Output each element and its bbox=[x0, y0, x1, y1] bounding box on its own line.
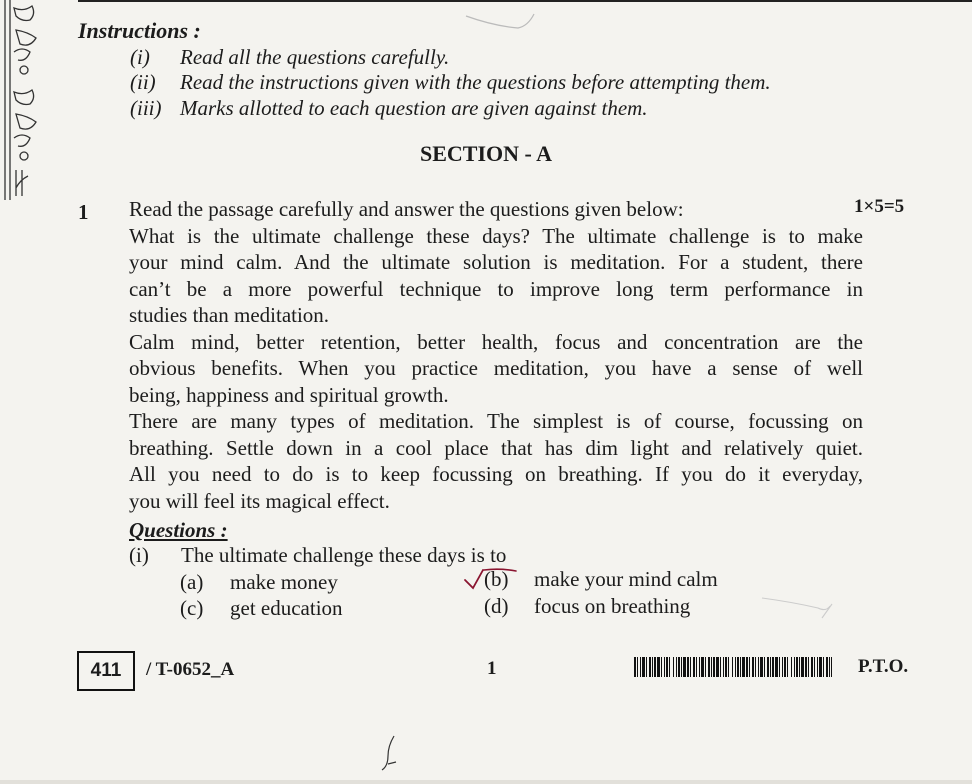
pencil-mark-icon bbox=[760, 592, 840, 622]
instruction-item bbox=[130, 96, 648, 121]
sub-question-number: (i) bbox=[129, 543, 149, 567]
passage-line: obvious benefits. When you practice meditation, you have a sense of well bbox=[129, 356, 863, 380]
instruction-number: (ii) bbox=[130, 70, 156, 94]
option-text: make money bbox=[230, 570, 338, 594]
barcode-icon bbox=[634, 657, 832, 677]
questions-title: Questions : bbox=[129, 518, 228, 542]
question-number: 1 bbox=[78, 200, 89, 224]
option-label: (a) bbox=[180, 570, 204, 594]
top-rule bbox=[78, 0, 972, 2]
instruction-item bbox=[130, 70, 771, 95]
instruction-item bbox=[130, 45, 449, 70]
section-title: SECTION - A bbox=[419, 141, 553, 166]
passage-line: Read the passage carefully and answer the questions given below: bbox=[129, 197, 684, 221]
option-d bbox=[484, 594, 690, 619]
option-label: (b) bbox=[484, 567, 509, 591]
instruction-number: (iii) bbox=[130, 96, 162, 120]
passage-line: you will feel its magical effect. bbox=[129, 488, 390, 513]
page-number: 1 bbox=[487, 658, 497, 679]
option-a bbox=[180, 570, 338, 595]
passage-line: being, happiness and spiritual growth. bbox=[129, 382, 449, 407]
sub-question bbox=[129, 543, 506, 568]
passage-line: Calm mind, better retention, better health, focus and concentration are the bbox=[129, 329, 863, 354]
passage-line: What is the ultimate challenge these days? The ultimate challenge is to make bbox=[129, 223, 863, 248]
paper-code: / T-0652_A bbox=[146, 659, 235, 680]
page-edge bbox=[0, 780, 972, 784]
instruction-number: (i) bbox=[130, 45, 150, 69]
sub-question-text: The ultimate challenge these days is to bbox=[181, 543, 507, 567]
instruction-text: Read the instructions given with the questions before attempting them. bbox=[180, 70, 771, 94]
passage-line: can’t be a more powerful technique to improve long term performance in bbox=[129, 276, 863, 301]
decorative-border-icon bbox=[0, 0, 42, 200]
pen-mark-icon bbox=[380, 734, 404, 774]
option-text: get education bbox=[230, 596, 343, 620]
passage-line: studies than meditation. bbox=[129, 303, 330, 327]
passage bbox=[129, 196, 863, 514]
option-text: make your mind calm bbox=[534, 567, 718, 591]
instruction-text: Marks allotted to each question are given against them. bbox=[180, 96, 648, 120]
passage-line: There are many types of meditation. The simplest is of course, focussing on bbox=[129, 409, 863, 433]
option-label: (c) bbox=[180, 596, 204, 620]
instructions-title: Instructions : bbox=[78, 18, 201, 43]
passage-line: All you need to do is to keep focussing on breathing. If you do it everyday, bbox=[129, 462, 863, 486]
option-text: focus on breathing bbox=[534, 594, 691, 618]
instruction-text: Read all the questions carefully. bbox=[180, 45, 450, 69]
paper-code-box: 411 bbox=[77, 651, 135, 691]
pto-label: P.T.O. bbox=[858, 656, 909, 677]
option-label: (d) bbox=[484, 594, 509, 618]
pencil-mark-icon bbox=[462, 8, 542, 38]
passage-line: breathing. Settle down in a cool place that has dim light and relatively quiet. bbox=[129, 435, 863, 460]
option-c bbox=[180, 596, 343, 621]
answer-tick-icon bbox=[462, 566, 522, 592]
passage-line: your mind calm. And the ultimate solution is meditation. For a student, there bbox=[129, 250, 863, 274]
question-marks: 1×5=5 bbox=[854, 196, 905, 217]
